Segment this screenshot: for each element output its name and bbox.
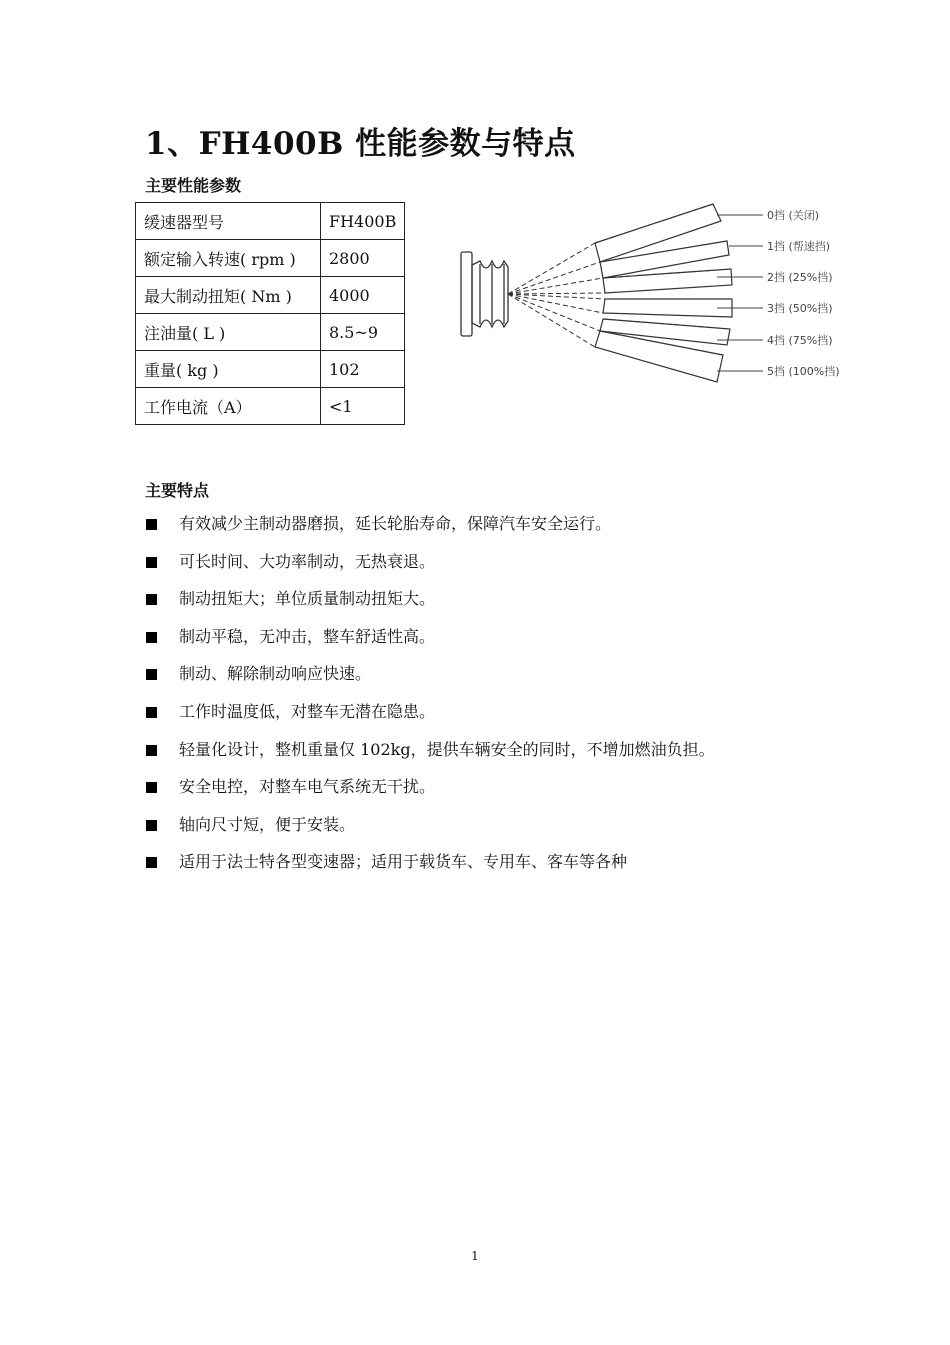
gear-label-4: 4挡 (75%挡) (767, 334, 833, 347)
table-row (136, 203, 405, 240)
feature-text: 有效减少主制动器磨损，延长轮胎寿命，保障汽车安全运行。 (179, 514, 612, 533)
feature-text: 工作时温度低，对整车无潜在隐患。 (179, 701, 436, 721)
spec-value: <1 (321, 388, 405, 425)
gear-label-2: 2挡 (25%挡) (767, 271, 833, 284)
list-item (143, 618, 715, 656)
gear-label-1: 1挡 (帮速挡) (767, 240, 831, 253)
bullet-square-icon (146, 707, 157, 718)
gear-blade-4 (600, 319, 730, 345)
feature-text: 轻量化设计，整机重量仅 102kg，提供车辆安全的同时，不增加燃油负担。 (179, 739, 715, 759)
list-item (143, 843, 715, 881)
spec-label: 缓速器型号 (136, 203, 321, 240)
bullet-square-icon (146, 632, 157, 643)
table-row (136, 240, 405, 277)
retarder-rotor (472, 261, 508, 327)
retarder-flange (461, 252, 472, 336)
spec-label: 额定输入转速( rpm ) (136, 240, 321, 277)
bullet-square-icon (146, 669, 157, 680)
feature-text: 适用于法士特各型变速器；适用于载货车、专用车、客车等各种 (179, 852, 628, 872)
feature-text: 制动扭矩大；单位质量制动扭矩大。 (179, 589, 436, 609)
spec-label: 最大制动扭矩( Nm ) (136, 277, 321, 314)
page-title: 1、FH400B 性能参数与特点 (145, 126, 576, 162)
spec-heading: 主要性能参数 (145, 176, 242, 195)
list-item (143, 806, 715, 844)
spec-value: 8.5~9 (321, 314, 405, 351)
spec-value: 2800 (321, 240, 405, 277)
gear-blade-5 (595, 331, 723, 382)
table-row (136, 314, 405, 351)
retarder-gear-diagram (455, 195, 850, 400)
bullet-square-icon (146, 782, 157, 793)
table-row (136, 388, 405, 425)
gear-label-3: 3挡 (50%挡) (767, 302, 833, 315)
feature-text: 可长时间、大功率制动，无热衰退。 (179, 551, 436, 571)
gear-label-5: 5挡 (100%挡) (767, 365, 840, 378)
bullet-square-icon (146, 557, 157, 568)
feature-text: 制动平稳，无冲击，整车舒适性高。 (179, 626, 436, 646)
spec-label: 工作电流（A） (136, 388, 321, 425)
bullet-square-icon (146, 745, 157, 756)
gear-label-0: 0挡 (关闭) (767, 209, 820, 222)
spec-value: 4000 (321, 277, 405, 314)
bullet-square-icon (146, 857, 157, 868)
spec-table (135, 202, 405, 425)
features-heading: 主要特点 (145, 481, 210, 500)
page-number: 1 (471, 1249, 479, 1263)
spec-label: 重量( kg ) (136, 351, 321, 388)
spec-label: 注油量( L ) (136, 314, 321, 351)
bullet-square-icon (146, 820, 157, 831)
bullet-square-icon (146, 519, 157, 530)
spec-value: FH400B (321, 203, 405, 240)
bullet-square-icon (146, 594, 157, 605)
list-item (143, 731, 715, 769)
feature-text: 安全电控，对整车电气系统无干扰。 (179, 777, 436, 797)
spec-value: 102 (321, 351, 405, 388)
gear-blade-0 (595, 204, 721, 262)
feature-text: 制动、解除制动响应快速。 (179, 664, 372, 684)
list-item (143, 543, 715, 581)
list-item (143, 693, 715, 731)
list-item (143, 768, 715, 806)
table-row (136, 351, 405, 388)
features-list (143, 505, 715, 881)
list-item (143, 655, 715, 693)
table-row (136, 277, 405, 314)
list-item (143, 505, 715, 543)
list-item (143, 580, 715, 618)
feature-text: 轴向尺寸短，便于安装。 (179, 814, 356, 834)
